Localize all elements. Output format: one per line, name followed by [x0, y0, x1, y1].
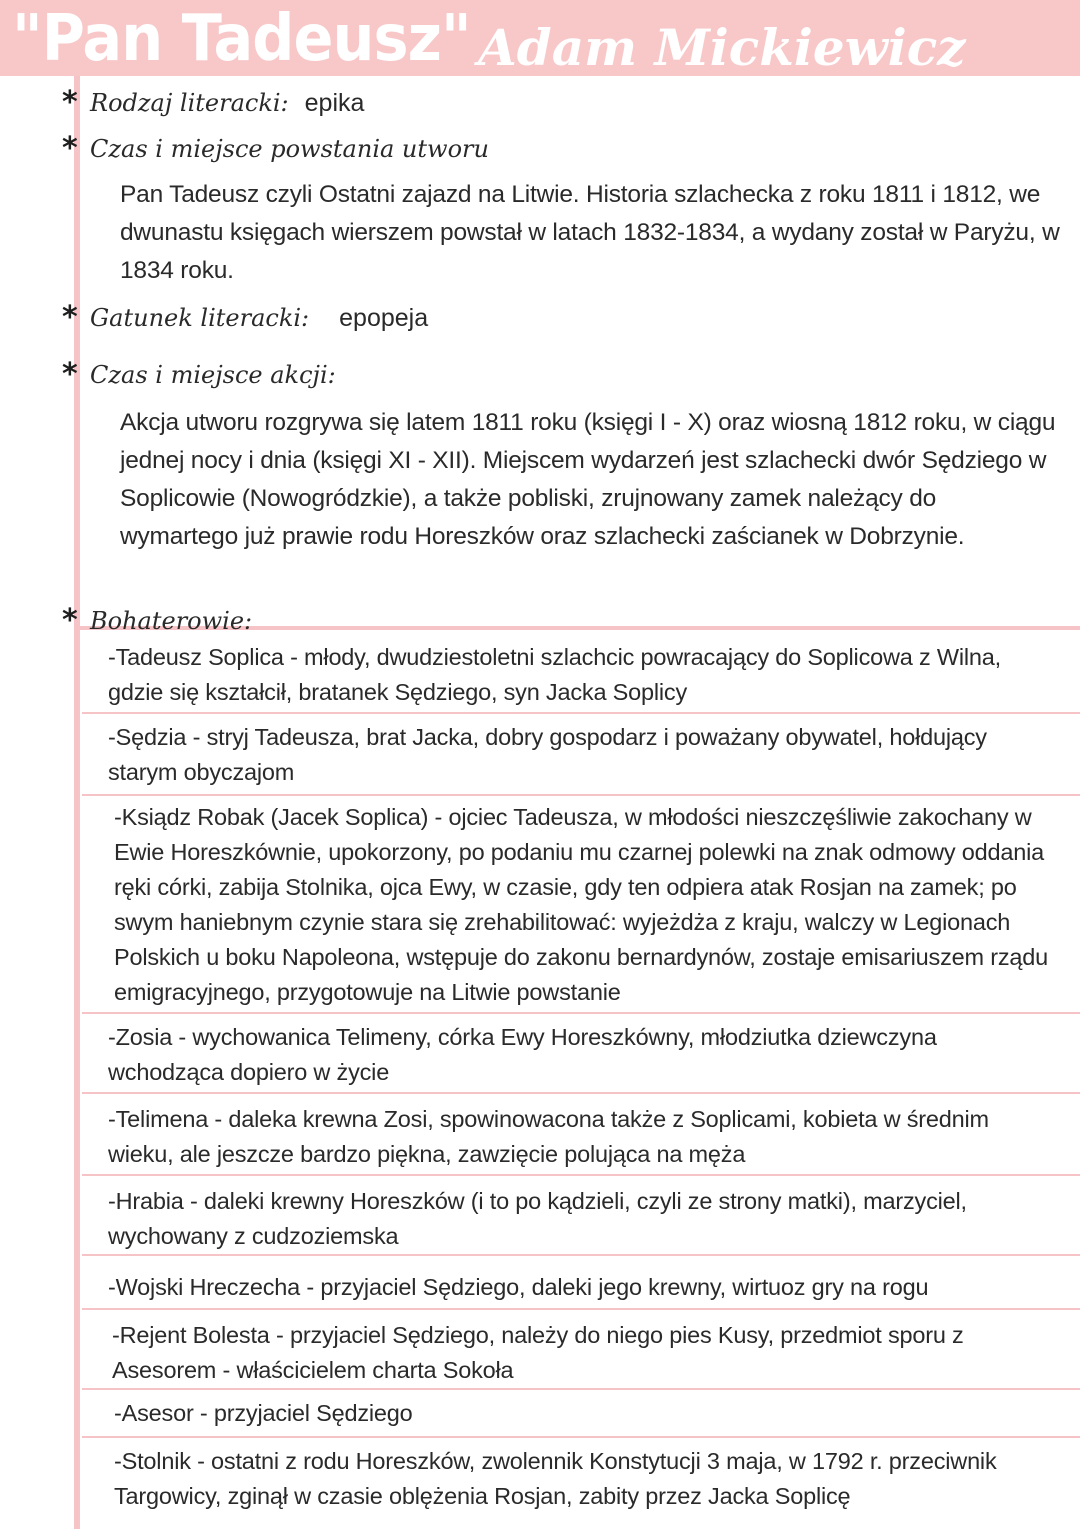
- star-icon: *: [62, 85, 78, 120]
- margin-line: [74, 76, 80, 1529]
- star-icon: *: [62, 357, 78, 392]
- section-czas-akcji: [62, 357, 336, 392]
- hero-description: -Tadeusz Soplica - młody, dwudziestoletni szlachcic powracający do Soplicowa z Wilna, gdzie się kształcił, bratanek Sędziego, syn Jacka Soplicy: [108, 644, 1001, 705]
- hero-entry: [82, 640, 1080, 714]
- section-value: epopeja: [339, 303, 429, 332]
- section-czas-powstania: [62, 131, 489, 166]
- section-paragraph: Akcja utworu rozgrywa się latem 1811 roku (księgi I - X) oraz wiosną 1812 roku, w ciągu jednej nocy i dnia (księgi XI - XII). Miejscem wydarzeń jest szlachecki dwór Sędziego w Soplicowie (Nowogródzkie), a także pobliski, zrujnowany zamek należący do wymartego już prawie rodu Horeszków oraz szlachecki zaścianek w Dobrzynie.: [120, 409, 1056, 550]
- hero-entry: [82, 800, 1080, 1014]
- section-label: Gatunek literacki:: [90, 304, 310, 332]
- author-name: Adam Mickiewicz: [478, 18, 966, 77]
- hero-description: -Hrabia - daleki krewny Horeszków (i to po kądzieli, czyli ze strony matki), marzyciel, wychowany z cudzoziemska: [108, 1188, 967, 1249]
- page-title: "Pan Tadeusz": [12, 2, 471, 76]
- hero-description: -Telimena - daleka krewna Zosi, spowinowacona także z Soplicami, kobieta w średnim wieku, ale jeszcze bardzo piękna, zawzięcie polująca na męża: [108, 1106, 989, 1167]
- hero-entry: [82, 1102, 1080, 1176]
- hero-entry: [82, 1318, 1080, 1390]
- hero-entry: [82, 1020, 1080, 1094]
- section-gatunek: [62, 300, 429, 335]
- section-label: Czas i miejsce powstania utworu: [90, 135, 489, 163]
- star-icon: *: [62, 300, 78, 335]
- hero-description: -Sędzia - stryj Tadeusza, brat Jacka, dobry gospodarz i poważany obywatel, hołdujący starym obyczajom: [108, 724, 987, 785]
- section-bohaterowie: [62, 603, 253, 638]
- hero-entry: [82, 720, 1080, 796]
- star-icon: *: [62, 131, 78, 166]
- hero-entry: [82, 1444, 1080, 1524]
- hero-description: -Rejent Bolesta - przyjaciel Sędziego, należy do niego pies Kusy, przedmiot sporu z Asesorem - właścicielem charta Sokoła: [112, 1322, 964, 1383]
- hero-description: -Wojski Hreczecha - przyjaciel Sędziego, daleki jego krewny, wirtuoz gry na rogu: [108, 1274, 929, 1300]
- hero-description: -Ksiądz Robak (Jacek Soplica) - ojciec Tadeusza, w młodości nieszczęśliwie zakochany w Ewie Horeszkównie, upokorzony, po podaniu mu czarnej polewki na znak odmowy oddania ręki córki, zabija Stolnika, ojca Ewy, w czasie, gdy ten odpiera atak Rosjan na zamek; po swym haniebnym czynie stara się zrehabilitować: wyjeżdża z kraju, walczy w Legionach Polskich u boku Napoleona, wstępuje do zakonu bernardynów, zostaje emisariuszem rządu emigracyjnego, przygotowuje na Litwie powstanie: [114, 804, 1048, 1005]
- hero-entry: [82, 1396, 1080, 1438]
- section-value: epika: [304, 88, 365, 117]
- hero-description: -Stolnik - ostatni z rodu Horeszków, zwolennik Konstytucji 3 maja, w 1792 r. przeciwnik Targowicy, zginął w czasie oblężenia Rosjan, zabity przez Jacka Soplicę: [114, 1448, 997, 1509]
- hero-entry: [82, 1184, 1080, 1256]
- hero-description: -Zosia - wychowanica Telimeny, córka Ewy Horeszkówny, młodziutka dziewczyna wchodząca dopiero w życie: [108, 1024, 937, 1085]
- section-label: Rodzaj literacki:: [90, 89, 289, 117]
- hero-entry: [82, 1270, 1080, 1310]
- star-icon: *: [62, 603, 78, 638]
- hero-description: -Asesor - przyjaciel Sędziego: [114, 1400, 413, 1426]
- section-label: Czas i miejsce akcji:: [90, 361, 336, 389]
- section-label: Bohaterowie:: [90, 607, 253, 635]
- header-band: [0, 0, 1080, 76]
- section-paragraph: Pan Tadeusz czyli Ostatni zajazd na Litwie. Historia szlachecka z roku 1811 i 1812, we dwunastu księgach wierszem powstał w latach 1832-1834, a wydany został w Paryżu, w 1834 roku.: [120, 181, 1060, 284]
- section-rodzaj: [62, 85, 365, 120]
